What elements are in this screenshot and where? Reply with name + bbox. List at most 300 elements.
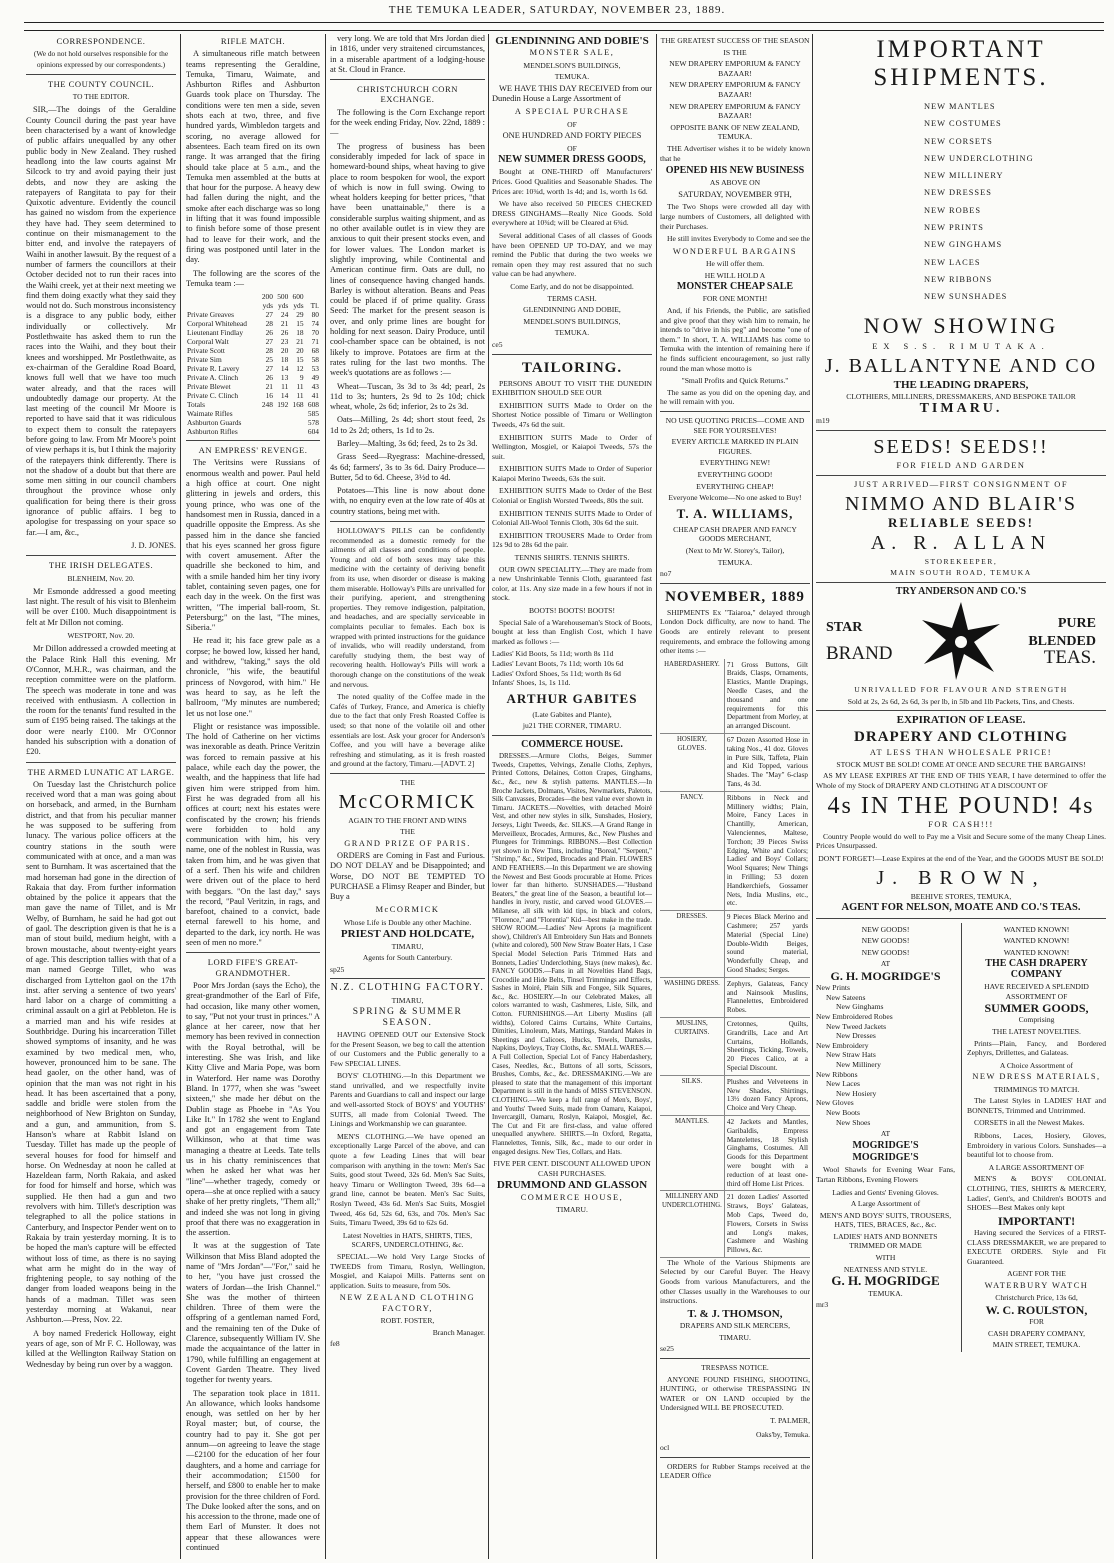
star-tea-advert (816, 599, 1106, 683)
total-cell: 192 (277, 400, 289, 410)
new-items-list (924, 98, 1106, 306)
article-paragraph: The separation took place in 1811. An allowance, which looks handsome enough, was settled on her by her Royal master; but, of course, the country had to pay it. She got per annum—on agreeing to leave the stage—£2100 for the education of her four daughters, and a home and carriage for their accommodation; £1500 for herself, and £800 to enable her to make provision for the three children of Ford. The Duke looked after the sons, and on his accession to the throne, made one of them Earl of Munster. It does not appear that these allowances were continued (186, 1388, 320, 1552)
score-cell: 20 (280, 346, 289, 356)
score-cell: 26 (265, 373, 273, 383)
advert-text: NEW GOODS! (861, 947, 910, 957)
department-table (660, 659, 810, 1258)
score-cell: 14 (280, 364, 289, 374)
divider (816, 918, 1106, 919)
list-item: New Laces (826, 1079, 860, 1089)
divider (816, 475, 1106, 476)
divider (330, 978, 485, 979)
divider (492, 354, 652, 355)
table-header (305, 292, 320, 301)
article-paragraph: The Veritsins were Russians of enormous wealth and power. Paul held a high office at court. One night glittering in jewels and orders, this young prince, who was one of the handsomest men in Russia, danced in a quadrille opposite the Empress. As she passed him in the dance she fancied that his eyes scanned her gross figure with covert amusement. After the quadrille she beckoned to him, and with a smile handed him her tiny ivory tablet, containing seven pages, one for each day in the week. On the first was written, "The imperial ball-room, St. Petersburg;" on the last, "The mines, Siberia." (186, 458, 320, 633)
disclaimer: (We do not hold ourselves responsible for the opinions expressed by our correspondents.) (33, 49, 169, 69)
advert-text: EX S.S. RIMUTAKA. (872, 341, 1050, 351)
advert-headline: J. BROWN, (876, 866, 1046, 889)
advert-headline: ARTHUR GABITES (506, 690, 638, 706)
shooter-name: Private Greaves (187, 310, 234, 320)
list-item: NEW COSTUMES (924, 119, 1002, 129)
department-label: WASHING DRESS. (660, 977, 724, 1017)
advert-text: LADIES' HATS AND BONNETS TRIMMED OR MADE (833, 1231, 938, 1251)
advert-paragraph: EXHIBITION SUITS Made to Order on the Shortest Notice possible of Timaru or Wellington Tweeds, 47s 6d the suit. (492, 400, 652, 429)
advert-paragraph: Country People would do well to Pay me a Visit and Secure some of the many Cheap Lines. Prices Unsurpassed. (816, 831, 1106, 851)
list-item: NEW GINGHAMS (924, 240, 1003, 250)
column-divider (488, 34, 489, 1559)
advert-headline: SUMMER GOODS, (984, 1001, 1089, 1016)
advert-paragraph: HOLLOWAY'S PILLS can be confidently recommended as a domestic remedy for the ailments of all classes and conditions of people. Young and old of both sexes may take this medicine with the certainty of deriving benefit from its use, when disorder or disease is making them miserable. Holloway's Pills are unrivalled for their purifying, aperient, and strengthening properties. They remove indigestion, palpitation, and headaches, and are specially serviceable in complaints peculiar to females. Each box is wrapped with printed instructions for the guidance of invalids, who will readily understand, from carefully studying them, the best way of recovering health. Holloway's Pills will work a thorough change on the constitutions of the weak and nervous. (330, 526, 485, 689)
dateline: WESTPORT, Nov. 20. (67, 631, 135, 641)
advert-text: WATERBURY WATCH (984, 1281, 1089, 1291)
advert-paragraph: SPECIAL.—We hold Very Large Stocks of TWEEDS from Timaru, Roslyn, Wellington, Mosgiel, and Kaiapoi Mills. Patterns sent on application. Suits to measure, from 50s. (330, 1251, 485, 1290)
article-paragraph: very long. We are told that Mrs Jordan died in 1816, under very straitened circumstances, in a miserable apartment of a lodging-house at St. Cloud in France. (330, 34, 485, 74)
advert-text: MOGRIDGE'S (852, 1152, 919, 1164)
score-cell: 53 (311, 364, 319, 374)
department-items: 67 Dozen Assorted Hose in taking Nos., 41 doz. Gloves in Pure Silk, Taffeta, Plain and Kid Topped, various Shades. The "May" 6-clasp Tans, 4s 3d. (724, 734, 810, 792)
advert-text: TEMUKA. (554, 328, 590, 338)
score-cell: 21 (296, 337, 304, 347)
score-cell: 43 (311, 382, 319, 392)
divider (816, 710, 1106, 711)
advert-text: IS THE (723, 47, 747, 57)
department-label: MUSLINS, CURTAINS. (660, 1017, 724, 1075)
list-item: New Millinery (836, 1059, 881, 1069)
mogridge-advert (816, 923, 955, 1352)
table-row (186, 391, 320, 400)
table-row (660, 977, 810, 1017)
advert-paragraph: The noted quality of the Coffee made in the Cafés of Turkey, France, and America is chiefly due to the fact that only Fresh Roasted Coffee is used; so that none of the volatile oil and other essentials are lost. Ask your grocer for Anderson's Coffee, and you will have a beverage alike refreshing and stimulating, as it is fresh roasted and ground at the factory, Timaru.—[ADVT. 2] (330, 692, 485, 769)
list-item: New Embroidery (816, 1040, 869, 1050)
advert-text: MEN'S AND BOYS' SUITS, TROUSERS, HATS, TIES, BRACES, &c., &c. (819, 1210, 952, 1230)
department-rows (660, 659, 810, 1258)
advert-text: OF (567, 143, 577, 153)
advert-paragraph: The Two Shops were crowded all day with large numbers of Customers, all delighted with their Purchases. (660, 202, 810, 231)
list-item: New Embroidered Robes (816, 1012, 893, 1021)
advert-headline: TAILORING. (521, 359, 623, 376)
advert-text: AT (880, 1129, 891, 1139)
department-items: 71 Gross Buttons, Gilt Braids, Clasps, Ornaments, Elastics, Mantle Drapings, Needle Cases, and the thousand and one requirements for this Department from Morley, at an arranged Discount. (724, 659, 810, 734)
advert-headline: DRAPERY AND CLOTHING (854, 728, 1068, 745)
advert-headline: DRUMMOND AND GLASSON (496, 1179, 648, 1192)
advert-paragraph: And, if his Friends, the Public, are satisfied and give proof that they wish him to remain, he intends to "drive in his peg" and become "one of them." In short, T. A. WILLIAMS has come to Temuka with the intention of remaining here if he finds sufficient encouragement, so just rally round the man whose motto is (660, 306, 810, 373)
table-header: yds (278, 301, 289, 311)
score-cell: 27 (265, 337, 273, 347)
table-header: yds (293, 301, 304, 311)
advert-text: HE WILL HOLD A (704, 270, 766, 280)
advert-paragraph: EXHIBITION SUITS Made to Order of Wellington, Mosgiel, or Kaiapoi Tweeds, 57s the suit. (492, 432, 652, 461)
score-cell: 11 (296, 391, 304, 401)
article-heading: CHRISTCHURCH CORN EXCHANGE. (357, 84, 458, 105)
advert-text: BOOTS! BOOTS! BOOTS! (528, 606, 616, 616)
department-items: Zephyrs, Galateas, Fancy and Nainsook Muslins, Flannelettes, Embroidered Robes. (724, 977, 810, 1017)
column-divider (325, 34, 326, 1559)
shooter-name: Private Blewet (187, 382, 231, 392)
article-paragraph: Barley—Malting, 3s 6d; feed, 2s to 2s 3d. (337, 438, 478, 448)
advert-text: TRIMMINGS TO MATCH. (993, 1084, 1080, 1094)
score-cell: 27 (265, 364, 273, 374)
advert-headline: THE CASH DRAPERY COMPANY (985, 958, 1088, 980)
advert-text: TENNIS SHIRTS. TENNIS SHIRTS. (514, 553, 630, 563)
advert-text: TIMARU, (391, 995, 424, 1005)
advert-text: MAIN SOUTH ROAD, TEMUKA (890, 568, 1032, 578)
advert-text: Comprising (1018, 1015, 1055, 1025)
advert-text: EVERY ARTICLE MARKED IN PLAIN FIGURES. (671, 437, 799, 456)
two-column-adverts (816, 923, 1106, 1352)
score-cell: 26 (265, 328, 273, 338)
advert-text: CHEAP CASH DRAPER AND FANCY GOODS MERCHANT, (673, 524, 797, 544)
notice-paragraph: ANYONE FOUND FISHING, SHOOTING, HUNTING, or otherwise TRESPASSING IN WATER or ON LAND occupied by the Undersigned WILL BE PROSECUTED. (660, 1374, 810, 1413)
score-table (186, 292, 320, 436)
total-cell: 248 (261, 400, 273, 410)
shooter-name: Corporal Whitehead (187, 319, 247, 329)
article-paragraph: A boy named Frederick Holloway, eight years of age, son of Mr F. C. Holloway, was killed at the Wellington Railway Station on Wednesday by being run over by a waggon. (26, 1328, 176, 1369)
cash-drapery-advert (961, 923, 1106, 1352)
divider (26, 762, 176, 763)
department-items: 42 Jackets and Mantles, Garibaldis, Empress Mantelettes, 18 Stylish Ginghams, Costumes. All Goods for this Department were bought with a reduction of at least one-third off Home List Prices. (724, 1115, 810, 1190)
article-paragraph: Poor Mrs Jordan (says the Echo), the great-grandmother of the Earl of Fife, had occasion, like many other women, to say, "Put not your trust in princes." A glance at her career, now that her memory has been revived in connection with the Royal betrothal, will be interesting. She was Irish, and like Kitty Clive and Maria Pope, was born in Waterford. Her name was Dorothy Bland. In 1777, when she was "sweet sixteen," she made her début on the Dublin stage as Phoebe in "As You Like It." In 1782 she went to England and got an engagement from Tate Wilkinson, who at that time was managing a theatre at Leeds. Tate tells us in his chatty reminiscences that when he asked her what was her "line"—whether tragedy, comedy or opera—she at once replied with a saucy shake of her pretty ringlets, "Them all;" and indeed she was not long in giving proof that there was no exaggeration in the assertion. (186, 980, 320, 1238)
to-editor: TO THE EDITOR. (72, 92, 130, 102)
shooter-name: Lieutenant Findlay (187, 328, 244, 338)
advert-text: "Small Profits and Quick Returns." (681, 376, 789, 386)
advert-text: ROBT. FOSTER, (380, 1315, 435, 1325)
advert-paragraph: Bought at ONE-THIRD off Manufacturers' Prices. Good Qualities and Seasonable Shades. The Prices are: 10¾d, worth 1s 4d; and 1s, worth 1s 6d. (492, 167, 652, 196)
advert-paragraph: Ribbons, Laces, Hosiery, Gloves, Embroidery in various Colors. Sunshades—a beautiful lot to choose from. (967, 1131, 1106, 1160)
advert-paragraph: MEN'S & BOYS' COLONIAL CLOTHING, TIES, SHIRTS & MERCERY, Ladies', Gent's, and Children's BOOTS and SHOES—Best Makes only kept (967, 1174, 1106, 1213)
advert-text: STOREKEEPER, (924, 556, 998, 566)
table-row (660, 1017, 810, 1075)
article-paragraph: A simultaneous rifle match between teams representing the Geraldine, Temuka, Timaru, Waimate, and Ashburton Rifles and Ashburton Guards took place on Thursday. The conditions were ten men a side, seven shots each at two, three, and five hundred yards, Wimbledon targets and scoring, no average allowed for absentees. Each team fired on its own range. It was arranged that the firing should take place at 5 a.m., and the Temuka men assembled at the butts at that hour for the purpose. A heavy dew had fallen during the night, and the smoke after each discharge was so long in lifting that it was found impossible to finish before some of those present had to leave for their work, and the firing was postponed until later in the day. (186, 49, 320, 265)
divider (816, 430, 1106, 431)
tea-left (826, 619, 916, 665)
advert-text: UNRIVALLED FOR FLAVOUR AND STRENGTH (854, 685, 1068, 695)
advert-headline: NIMMO AND BLAIR'S (844, 493, 1078, 516)
shooter-name: Private A. Clinch (187, 373, 239, 383)
article-paragraph: Grass Seed—Ryegrass: Machine-dressed, 4s 6d; farmers', 3s to 3s 6d. Dairy Produce—Butter, 5d to 6d. Cheese, 3½d to 4d. (330, 452, 485, 482)
advert-code: mr3 (816, 1300, 829, 1310)
column-3 (330, 34, 485, 1554)
advert-text: CASH DRAPERY COMPANY, (988, 1328, 1085, 1338)
advert-text: JUST ARRIVED—FIRST CONSIGNMENT OF (853, 479, 1068, 489)
advert-paragraph: BOYS' CLOTHING.—In this Department we stand unrivalled, and we respectfully invite Parents and Guardians to call and inspect our large and well-assorted Stock of BOYS' and YOUTHS' SUITS, all made from Colonial Tweed. The Linings and Workmanship we can guarantee. (330, 1071, 485, 1129)
score-cell: 13 (280, 373, 289, 383)
column-4 (492, 34, 652, 1554)
list-item: New Ribbons (816, 1069, 858, 1079)
advert-headline: McCORMICK (338, 790, 477, 813)
list-item: NEW SUNSHADES (924, 292, 1008, 302)
advert-text: MENDELSON'S BUILDINGS, (523, 60, 621, 70)
score-cell: 24 (280, 310, 289, 320)
table-row (186, 319, 320, 328)
table-row (186, 337, 320, 346)
score-cell: 14 (280, 391, 289, 401)
advert-headline: COMMERCE HOUSE. (521, 738, 623, 750)
letter-signature: J. D. JONES. (131, 540, 176, 550)
advert-paragraph: Prints—Plain, Fancy, and Bordered Zephyrs, Drillettes, and Galateas. (967, 1038, 1106, 1058)
tea-right (1006, 615, 1096, 669)
advert-text: Everyone Welcome—No one asked to Buy! (668, 493, 802, 503)
tea-word: TEAS. (1043, 647, 1096, 669)
new-goods-list (816, 983, 955, 1127)
advert-text: MAIN STREET, TEMUKA. (992, 1340, 1081, 1350)
advert-text: ju21 THE CORNER, TIMARU. (522, 721, 622, 731)
advert-text: BEEHIVE STORES, TEMUKA, (910, 891, 1012, 901)
divider (660, 411, 810, 412)
advert-text: TIMARU. (556, 1204, 588, 1214)
score-cell: 49 (311, 373, 319, 383)
table-header: 600 (292, 292, 304, 302)
table-row (660, 734, 810, 792)
advert-text: Agents for South Canterbury. (362, 953, 453, 963)
divider (660, 583, 810, 584)
divider (186, 440, 320, 441)
advert-code: ce5 (492, 339, 503, 349)
advert-code: ocl (660, 1443, 670, 1453)
advert-paragraph: PERSONS ABOUT TO VISIT THE DUNEDIN EXHIBITION SHOULD SEE OUR (492, 378, 652, 398)
price-line: Infants' Shoes, 1s, 1s 11d. (492, 678, 571, 688)
section-heading: CORRESPONDENCE. (56, 36, 146, 46)
star-icon (918, 600, 1004, 682)
score-cell: 70 (311, 328, 319, 338)
divider (330, 773, 485, 774)
advert-headline: NOW SHOWING (863, 312, 1059, 338)
divider (26, 555, 176, 556)
masthead: THE TEMUKA LEADER, SATURDAY, NOVEMBER 23, 1889. (388, 4, 726, 16)
list-item: NEW UNDERCLOTHING (924, 153, 1034, 163)
advert-paragraph: EXHIBITION TROUSERS Made to Order from 12s 9d to 28s 6d the pair. (492, 530, 652, 550)
score-cell: 20 (296, 346, 304, 356)
advert-paragraph: The same as you did on the opening day, and he will remain with you. (660, 387, 810, 407)
advert-headline: IMPORTANT SHIPMENTS. (873, 36, 1049, 91)
list-item: New Straw Hats (826, 1050, 876, 1060)
list-item: New Boots (826, 1107, 860, 1117)
advert-text: WONDERFUL BARGAINS (672, 246, 798, 256)
advert-text: WANTED KNOWN! (1003, 924, 1070, 934)
department-label: SILKS. (660, 1075, 724, 1115)
score-cell: 21 (265, 382, 273, 392)
list-item: New Hosiery (836, 1088, 877, 1098)
score-cell: 16 (265, 391, 273, 401)
advert-text: NEW DRAPERY EMPORIUM & FANCY BAZAAR! (669, 59, 801, 78)
advert-text: Come Early, and do not be disappointed. (510, 281, 634, 291)
article-paragraph: The following is the Corn Exchange report for the week ending Friday, Nov. 22nd, 1889 :— (330, 107, 485, 138)
divider (26, 74, 176, 75)
masthead-rule-2 (24, 30, 1104, 31)
advert-text: MENDELSON'S BUILDINGS, (523, 316, 621, 326)
column-2 (186, 34, 320, 1554)
advert-text: AS ABOVE ON (709, 178, 761, 188)
department-label: HABERDASHERY. (660, 659, 724, 734)
advert-text: Sold at 2s, 2s 6d, 2s 6d, 3s per lb, in 5lb and 1lb Packets, Tins, and Chests. (847, 696, 1075, 706)
list-item: New Sateens (826, 992, 866, 1002)
article-heading: THE ARMED LUNATIC AT LARGE. (27, 766, 175, 777)
shooter-name: Private Scott (187, 346, 225, 356)
score-cell: 26 (280, 328, 289, 338)
advert-text: CLOTHIERS, MILLINERS, DRESSMAKERS, AND BESPOKE TAILOR (846, 392, 1076, 402)
table-row (660, 1115, 810, 1190)
advert-text: GLENDINNING AND DOBIE, (523, 305, 621, 315)
advert-paragraph: THE Advertiser wishes it to be widely known that he (660, 143, 810, 163)
score-cell: 80 (311, 310, 319, 320)
article-paragraph: It was at the suggestion of Tate Wilkinson that Miss Bland adopted the name of "Mrs Jordan"—"For," said he to her, "you have just crossed the waters of Jordan—the Irish Channel." She was the mother of thirteen children. Three of them were the offspring of a gentleman named Ford, and the remaining ten of the Duke of Clarence, subsequently William IV. She made the acquaintance of the latter in 1790, while fulfilling an engagement at Covent Garden Theatre. They lived together for twenty years. (186, 1241, 320, 1385)
department-label: FANCY. (660, 791, 724, 910)
advert-paragraph: HAVING OPENED OUT our Extensive Stock for the Present Season, we beg to call the attention of our Customers and the Public generally to a Few SPECIAL LINES. (330, 1029, 485, 1068)
advert-text: RELIABLE SEEDS! (888, 515, 1034, 531)
advert-text: DRAPERS AND SILK MERCERS, (679, 1321, 791, 1331)
score-cell: 68 (311, 346, 319, 356)
score-cell: 11 (296, 382, 304, 392)
notice-signature: T. PALMER, (770, 1415, 810, 1425)
advert-text: FOR (1029, 1317, 1044, 1327)
advert-paragraph: Several additional Cases of all classes of Goods have been OPENED UP TO-DAY, and we may remind the Public that during the two weeks we remain open they may rest assured that no such value can be had anywhere. (492, 231, 652, 279)
masthead-rule (24, 22, 1104, 23)
advert-text: EVERYTHING GOOD! (697, 469, 773, 479)
advert-code: no7 (660, 569, 672, 579)
score-cell: 28 (265, 319, 273, 329)
article-paragraph: The following are the scores of the Temuka team :— (186, 268, 320, 288)
advert-headline: N.Z. CLOTHING FACTORY. (330, 982, 485, 994)
column-1 (26, 34, 176, 1554)
advert-headline: SEEDS! SEEDS!! (873, 435, 1049, 458)
table-row (660, 659, 810, 734)
score-cell: 71 (311, 337, 319, 347)
department-items: 9 Pieces Black Merino and Cashmere; 257 yards Material (Special Line) Double-Width Beiges, sound material, Wonderfully Cheap, and Good Shades; Serges. (724, 911, 810, 978)
tea-word: STAR (826, 619, 863, 635)
list-item: New Dresses (836, 1031, 876, 1041)
divider (330, 521, 485, 522)
list-item: NEW PRINTS (924, 223, 984, 233)
advert-text: Branch Manager. (432, 1327, 485, 1337)
score-cell: 9 (299, 373, 304, 383)
advert-text: THE LATEST NOVELTIES. (992, 1027, 1081, 1036)
divider (816, 582, 1106, 583)
advert-text: AGENT FOR NELSON, MOATE AND CO.'S TEAS. (841, 902, 1081, 914)
department-items: Plushes and Velveteens in New Shades, Shirtings, 13½ dozen Fancy Aprons, Choice and Very Cheap. (724, 1075, 810, 1115)
table-row (186, 382, 320, 391)
advert-text: NEW DRAPERY EMPORIUM & FANCY BAZAAR! (669, 80, 801, 99)
advert-text: WANTED KNOWN! (1003, 947, 1070, 957)
advert-text: NEW DRAPERY EMPORIUM & FANCY BAZAAR! (669, 101, 801, 121)
advert-paragraph: MEN'S CLOTHING.—We have opened an exceptionally Large Parcel of the above, and can quote a few Leading Lines that will bear comparison with anything in the town: Men's Sac Suits, good stout Tweed, 32s 6d. Men's Sac Suits, heavy Timaru or Wellington Tweed, 39s 6d—a grand line, cannot be beaten. Men's Sac Suits, Roslyn Tweed, 43s 6d. Men's Sac Suits, Mosgiel Tweed, 46s 6d, 52s 6d, 63s, and 70s. Men's Sac Suits, Timaru Tweed, 39s 6d to 62s 6d. (330, 1131, 485, 1228)
advert-paragraph: He still invites Everybody to Come and see the (667, 234, 810, 244)
table-row (186, 364, 320, 373)
advert-headline: T. A. WILLIAMS, (676, 505, 794, 521)
advert-text: AT (880, 959, 891, 969)
advert-headline: W. C. ROULSTON, (985, 1302, 1088, 1317)
table-row (186, 310, 320, 319)
advert-paragraph: The Whole of the Various Shipments are Selected by our Careful Buyer. The Heavy Goods from various Manufacturers, and the other Classes usually in the Warehouses to our instructions. (660, 1257, 810, 1306)
article-paragraph: On Tuesday last the Christchurch police received word that a man was going about on horseback, and armed, in the Burnham district, and that from his peculiar manner he was supposed to be suffering from lunacy. The various police officers at the country stations in the south were communicated with at once, and a man was sent to Burnham. It was ascertained that the mad horseman had gone in the direction of Rakaia that day. From further information obtained by the police it appears that the man gave the name of Tillet, and is Mr Welby, of Burnham, he said he had got out of gaol. The description given is that he is a man of stout build, medium height, with a brown moustache, about twenty-eight years of age. This description tallies with that of a man named George Tillet, who was discharged from Lyttelton gaol on the 17th inst. after serving a sentence of two years' hard labor on a charge of committing a criminal assault on a girl at Pebbleton. He is a married man and his wife resides at Southbridge. During his incarceration Tillet showed symptoms of insanity, and he was examined by two medical men, who, however, pronounced him to be sane. The head gaoler, on the other hand, was of opinion that the man was not right in his head. It has been ascertained that a pony, saddle and bridle were stolen from the neighborhood of New Brighton on Sunday, and a gun, and ammunition, from S. Hanson's whare at Rabbit Island on Tuesday. Tillet has made up the people of several houses for food for himself and horse. On Wednesday at noon he called at Hazeldean farm, North Rakaia, and asked for food for himself and horse, which was supplied. He then had a gun and two revolvers with him. Tillet's description was telegraphed to all the police stations in Canterbury, and Inspector Pender went on to Rakaia by train yesterday morning. It is to be hoped the man's capture will be effected without loss of time, as there is no saying what arm he might do in the way of frightening people, to say nothing of the danger from loaded weapons being in the hands of a madman. Tillet was seen yesterday morning at Wakanui, near Ashburton.—Press, Nov. 22. (26, 779, 176, 1325)
column-divider (812, 34, 813, 1559)
advert-paragraph: We have also received 50 PIECES CHECKED DRESS GINGHAMS—Really Nice Goods. Sold everywhere at 10¾d; will be Cleared at 6¾d. (492, 199, 652, 228)
advert-text: THE LEADING DRAPERS, (893, 378, 1029, 391)
list-item: New Prints (816, 983, 850, 993)
advert-text: AGENT FOR THE (1007, 1269, 1066, 1279)
list-item: New Tweed Jackets (826, 1021, 887, 1031)
department-label: DRESSES. (660, 911, 724, 978)
article-heading: LORD FIFE'S GREAT-GRANDMOTHER. (207, 957, 299, 978)
advert-text: NEW GOODS! (861, 924, 910, 934)
list-item: NEW DRESSES (924, 188, 992, 198)
advert-text: TEMUKA. (717, 557, 753, 567)
advert-text: TIMARU. (719, 1332, 751, 1342)
advert-text: NEW DRESS MATERIALS, (972, 1072, 1101, 1082)
list-item: NEW MILLINERY (924, 171, 1004, 181)
advert-paragraph: EXHIBITION SUITS Made to Order of Superior Kaiapoi Merino Tweeds, 63s the suit. (492, 464, 652, 483)
advert-text: McCORMICK (375, 905, 440, 915)
advert-paragraph: OUR OWN SPECIALITY.—They are made from a new Unshrinkable Tennis Cloth, guaranteed fast color, at 11s. Any size made in a few hours if not in stock. (492, 564, 652, 603)
table-row (186, 328, 320, 337)
advert-text: AGAIN TO THE FRONT AND WINS (348, 815, 467, 825)
notice-signature: Oaks'by, Temuka. (756, 1429, 810, 1439)
score-cell: 41 (311, 391, 319, 401)
advert-text: EXPIRATION OF LEASE. (896, 714, 1026, 727)
other-score: 578 (307, 418, 319, 428)
advert-text: NEW ZEALAND CLOTHING FACTORY, (339, 1293, 476, 1313)
other-team: Waimate Rifles (187, 409, 233, 419)
advert-headline: G. H. MOGRIDGE'S (830, 968, 941, 983)
dateline: BLENHEIM, Nov. 20. (67, 573, 135, 583)
table-header: Tl. (310, 301, 319, 311)
other-team: Ashburton Guards (187, 418, 242, 428)
advert-text: NO USE QUOTING PRICES—COME AND SEE FOR YOURSELVES! (665, 416, 805, 435)
advert-headline: NEW SUMMER DRESS GOODS, (498, 154, 646, 166)
advert-paragraph: Having secured the Services of a FIRST-CLASS DRESSMAKER, we are prepared to EXECUTE ORDERS. Style and Fit Guaranteed. (967, 1228, 1106, 1266)
advert-paragraph: DRESSES.—Armure Cloths, Beiges, Summer Tweeds, Crapettes, Velvings, Zenalle Cloths, Zephyrs, Printed Cottons, Delaines, Cotton Crapes, Ginghams, &c., &c., new & stylish patterns. MANTLES.—In Broche Jackets, Dolmans, Visites, Newmarkets, Paletots, Silk Canvasses, Brocades—the best value ever shown in Timaru. JACKETS.—Novelties, with detached Moiré Vest, and other new styles in silk, Sunshades, Hosiery, Jerseys, Light Tweeds, &c. SILKS.—A Grand Range in Merveilleux, Brocades, Armures, &c., New Plushes and Plungees for Trimmings. RIBBONS.—Best Collection yet shown in New Tints, including "Boreal," "Serpent," "Shrimp," &c., Striped, Brocades and Plain. FLOWERS AND FEATHERS.—In this Department we are showing the Newest and Best Goods procurable at Home. Prices lower far than hitherto. SUNSHADES.—"Husband Beaters," the great line of the Season, a beautiful lot—handles in ivory, rustic, and carved wood GLOVES.—Milanese, all silk with kid tips, in black and colors, "Florence," and "Florentia" Kid—best make in the trade. SHOW ROOM.—Ladies' New Aprons (a magnificent show), Children's All Embroidery Sun Hats and Bonnets (white and colored), 500 New Straw Boater Hats, 1 Case Special Model Selection Paris Trimmed Hats and Bonnets, Ladies' Underclothing, Stays (new makes), &c. FANCY GOODS.—Fans in all Novelties Hand Bags, Crocodile and Hide Belts, Tinsel Trimmings and Effects, Sashes in Moiré, Plain Silk and Fongee, Silk Squares, &c., &c. HOSIERY.—In our Celebrated Makes, all colors warranted to wash, Cashmeres, Lisle, Silk, and Cotton. FURNISHINGS.—Art Liberty Muslins (all widths), Colored Cairns Curtains, White Curtains, Dimities, Linoleum, Mats, Mattings, Standard Makes in Sheetings and Calicoes, Hucks, Towels, Damasks, Napkins, Doyleys, Tray Cloths, &c. SMALL WARES.—A Full Collection, Special Lot of Fancy Haberdashery, Cases, Needles, &c., Buttons of all sorts, Scissors, Brushes, Combs, &c., &c. DRESSMAKING.—We are pleased to state that the management of this important Department is still in the hands of MISS STEVENSON. CLOTHING.—We keep a full range of Men's, Boys', and Youths' Tweed Suits, made from Oamaru, Kaiapoi, Invercargill, Oamaru, Roslyn, Kaiapoi, Mosgiel, &c. The Cut and Fit are first-class, and value offered unequalled anywhere. SHIRTS.—In Oxford, Regatta, Flannelettes, Tennis, Silk, &c., made to our order in engaged designs. New Ties, Collars, and Hats. (492, 752, 652, 1156)
advert-headline: OPENED HIS NEW BUSINESS (665, 165, 805, 177)
other-score: 604 (307, 427, 319, 437)
advert-text: EVERYTHING CHEAP! (696, 481, 774, 491)
list-item: New Shoes (836, 1117, 871, 1127)
advert-headline: G. H. MOGRIDGE (831, 1273, 940, 1289)
advert-headline: A. R. ALLAN (870, 531, 1052, 554)
department-items: Ribbons in Neck and Millinery widths; Plain, Moire, Fancy Laces in Chantilly, American, Valenciennes, Maltese, Torchon; 39 Pieces Swiss Edging, White and Colors; Ladies' and Boys' Collars; Wool Squares; New Things in Frilling; 53 dozen Handkerchiefs, Gossamer Nets, India Muslins, etc., etc. (724, 791, 810, 910)
letter-body: SIR,—The doings of the Geraldine County Council during the past year have been characterised by a want of knowledge of public affairs unequalled by any other public body in New Zealand. They rushed headlong into the law courts against Mr Silcock to try and avoid paying their just debts, and now they are asking the ratepayers of Rangitata to pay for their Quixotic adventure. Evidently the council has gained no wisdom from the experience they have had. They seem determined to continue on their mismanagement to the bitter end, and involve the ratepayers of Waihi in another lawsuit. By the request of a number of farmers the councillors at their October decided not to run their races into the Waihi creek, yet at their next meeting we find them doing exactly what they said they would not do. Such monstrous inconsistency is a disgrace to any public body, either individually or collectively. Mr Postlethwaite has asked them to run the races into the Waihi, and they bout their knees and worshipped. Mr Postlethwaite, as ex-chairman of the Geraldine Road Board, knows full well that we have too much water already, and that the races will undoubtedly damage our property. At the last meeting of the council Mr Moore is reported to have said that it was ridiculous to expect them to consult the ratepayers before going to law. From Mr Moore's point of view perhaps it is, but I think the majority of the ratepayers think differently. There is not the shadow of a doubt but that there are some men sitting in our council chambers throughout the province whose only qualification for being there is their gross ignorance of public affairs. I beg to apologise for trespassing on your space so far.—I am, &c., (26, 105, 176, 537)
total-cell: 608 (307, 400, 319, 410)
advert-text: Latest Novelties in HATS, SHIRTS, TIES, SCARFS, UNDERCLOTHING, &c. (342, 1230, 473, 1250)
advert-text: Christchurch Price, 13s 6d, (995, 1293, 1078, 1303)
article-heading: AN EMPRESS' REVENGE. (198, 445, 308, 456)
article-heading: THE IRISH DELEGATES. (48, 560, 154, 571)
shooter-name: Private R. Lavery (187, 364, 240, 374)
advert-code: se25 (660, 1344, 674, 1354)
advert-headline: NOVEMBER, 1889 (665, 588, 805, 605)
advert-text: WITH (875, 1253, 896, 1263)
advert-text: MOGRIDGE'S (852, 1139, 919, 1151)
article-paragraph: Mr Esmonde addressed a good meeting last night. The result of his visit to Blenheim will be over £100. Much disappointment is felt at Mr Dillon not coming. (26, 586, 176, 627)
table-row (660, 791, 810, 910)
list-item: NEW MANTLES (924, 102, 996, 111)
table-header: 200 (261, 292, 273, 302)
advert-text: TEMUKA. (554, 72, 590, 82)
article-paragraph: Flight or resistance was impossible. The hold of Catherine on her victims was inexorable as death. Prince Veritzin was forced to remain passive at his palace, while each day the power, the wealth, and the happiness that life had given him were stripped from him. First he was degraded from all his offices at court; next his estates were confiscated by the crown; his friends were forbidden to hold any communication with him, his very name, one of the noblest in Russia, was taken from him, and he was given that of a serf. Then his wife and children were driven out of the place to herd with beggars. "On the last day," says the record, "Paul Veritzin, in rags, and barefoot, chained to a convict, bade eternal farewell to his home, and departed to the dark, icy north. He was seen of men no more." (186, 721, 320, 948)
divider (186, 952, 320, 953)
advert-text: NEW GOODS! (861, 936, 910, 946)
advert-text: FIVE PER CENT. DISCOUNT ALLOWED UPON CASH PURCHASES. (493, 1159, 651, 1178)
other-score: 585 (307, 409, 319, 419)
advert-text: FOR FIELD AND GARDEN (896, 460, 1026, 470)
advert-text: OF (567, 119, 577, 129)
score-cell: 29 (296, 310, 304, 320)
advert-text: (Late Gabites and Plante), (532, 709, 612, 719)
list-item: NEW LACES (924, 257, 981, 267)
advert-text: THE (400, 827, 415, 837)
department-label: MANTLES. (660, 1115, 724, 1190)
score-cell: 28 (265, 346, 273, 356)
advert-headline: T. & J. THOMSON, (687, 1307, 783, 1320)
column-5 (660, 34, 810, 1554)
score-cell: 25 (265, 355, 273, 365)
